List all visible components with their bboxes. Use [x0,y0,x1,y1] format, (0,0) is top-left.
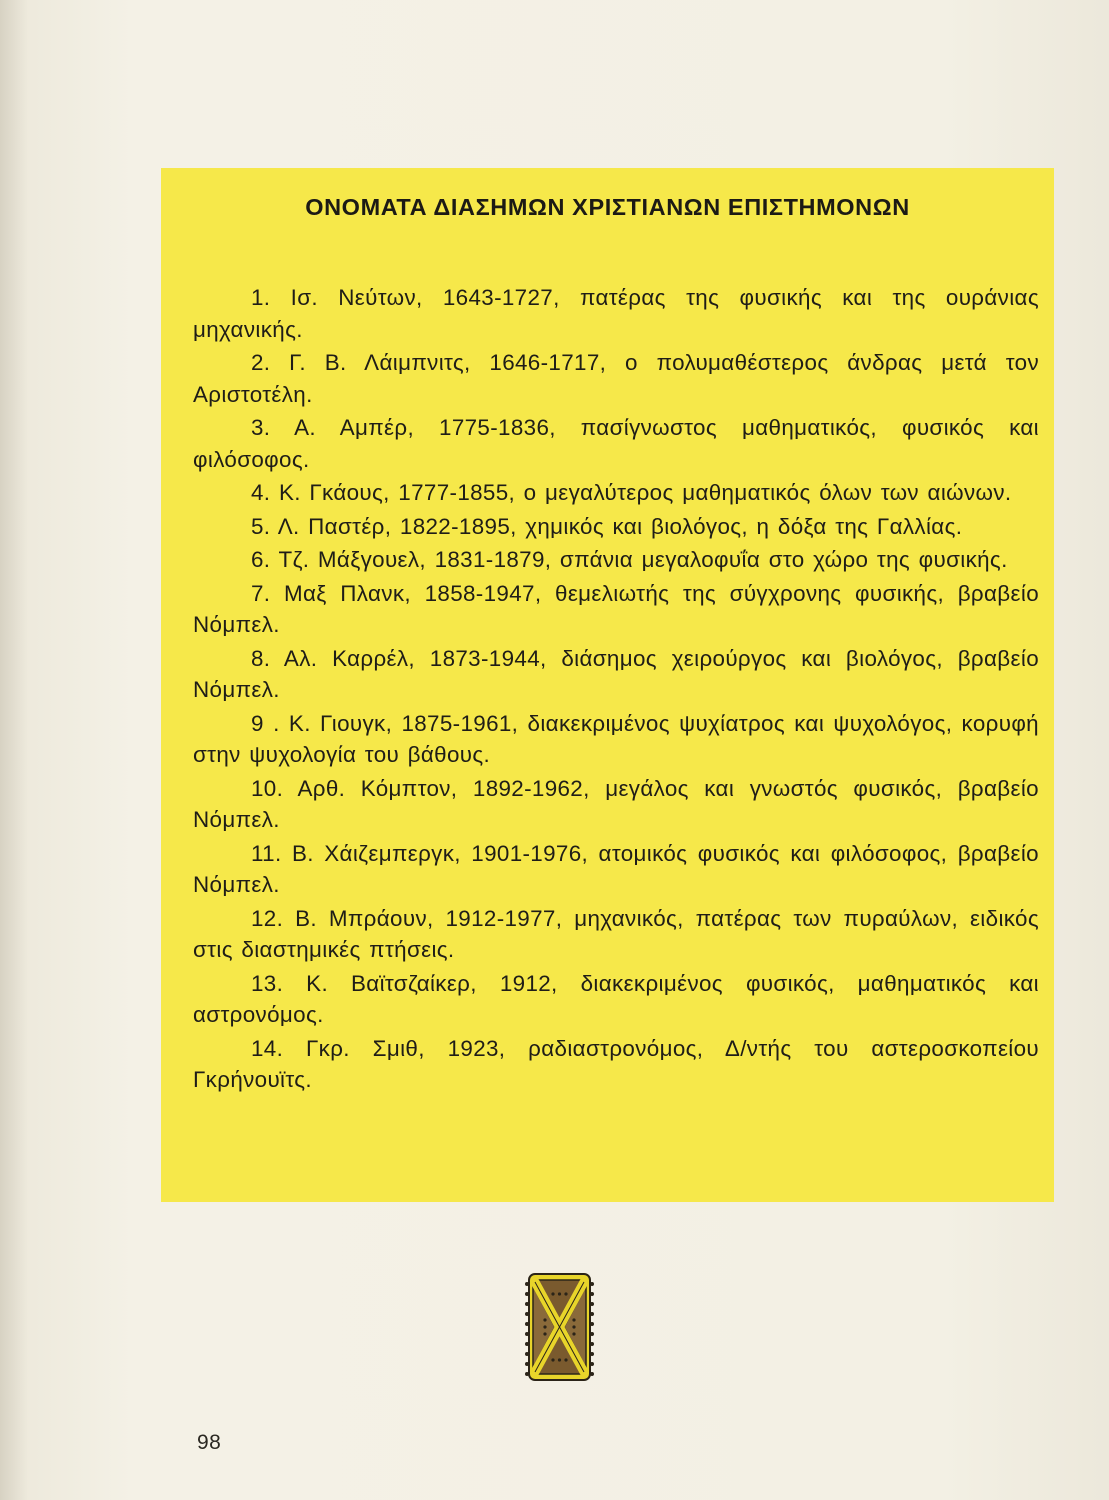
list-item: 10. Αρθ. Κόμπτον, 1892-1962, μεγάλος και γνωστός φυσικός, βραβείο Νόμπελ. [193,775,1039,832]
list-item: 3. Α. Αμπέρ, 1775-1836, πασίγνωστος μαθηματικός, φυσικός και φιλόσοφος. [193,415,1039,472]
list-item: 11. Β. Χάιζεμπεργκ, 1901-1976, ατομικός φυσικός και φιλόσοφος, βραβείο Νόμπελ. [193,840,1039,897]
highlight-panel [161,168,1054,1202]
list-item: 9 . Κ. Γιουγκ, 1875-1961, διακεκριμένος ψυχίατρος και ψυχολόγος, κορυφή στην ψυχολογία του βάθους. [193,710,1039,767]
list-item: 5. Λ. Παστέρ, 1822-1895, χημικός και βιολόγος, η δόξα της Γαλλίας. [251,513,963,539]
decorative-ornament-icon [521,1270,598,1384]
list-item: 7. Μαξ Πλανκ, 1858-1947, θεμελιωτής της σύγχρονης φυσικής, βραβείο Νόμπελ. [193,580,1039,637]
scientist-list [193,282,1039,1098]
list-item: 6. Τζ. Μάξγουελ, 1831-1879, σπάνια μεγαλοφυΐα στο χώρο της φυσικής. [251,547,1008,572]
page-title: ΟΝΟΜΑΤΑ ΔΙΑΣΗΜΩΝ ΧΡΙΣΤΙΑΝΩΝ ΕΠΙΣΤΗΜΟΝΩΝ [305,194,910,220]
list-item: 1. Ισ. Νεύτων, 1643-1727, πατέρας της φυσικής και της ουράνιας μηχανικής. [193,285,1039,342]
list-item: 13. Κ. Βαϊτσζαίκερ, 1912, διακεκριμένος φυσικός, μαθηματικός και αστρονόμος. [193,970,1039,1027]
list-item: 14. Γκρ. Σμιθ, 1923, ραδιαστρονόμος, Δ/ντής του αστεροσκοπείου Γκρήνουϊτς. [193,1035,1039,1092]
list-item: 4. Κ. Γκάους, 1777-1855, ο μεγαλύτερος μαθηματικός όλων των αιώνων. [251,480,1012,505]
page-number: 98 [197,1431,222,1454]
list-item: 12. Β. Μπράουν, 1912-1977, μηχανικός, πατέρας των πυραύλων, ειδικός στις διαστημικές πτήσεις. [193,905,1039,962]
list-item: 8. Αλ. Καρρέλ, 1873-1944, διάσημος χειρούργος και βιολόγος, βραβείο Νόμπελ. [193,645,1039,702]
list-item: 2. Γ. Β. Λάιμπνιτς, 1646-1717, ο πολυμαθέστερος άνδρας μετά τον Αριστοτέλη. [193,350,1039,407]
spine-shadow [0,0,28,1500]
